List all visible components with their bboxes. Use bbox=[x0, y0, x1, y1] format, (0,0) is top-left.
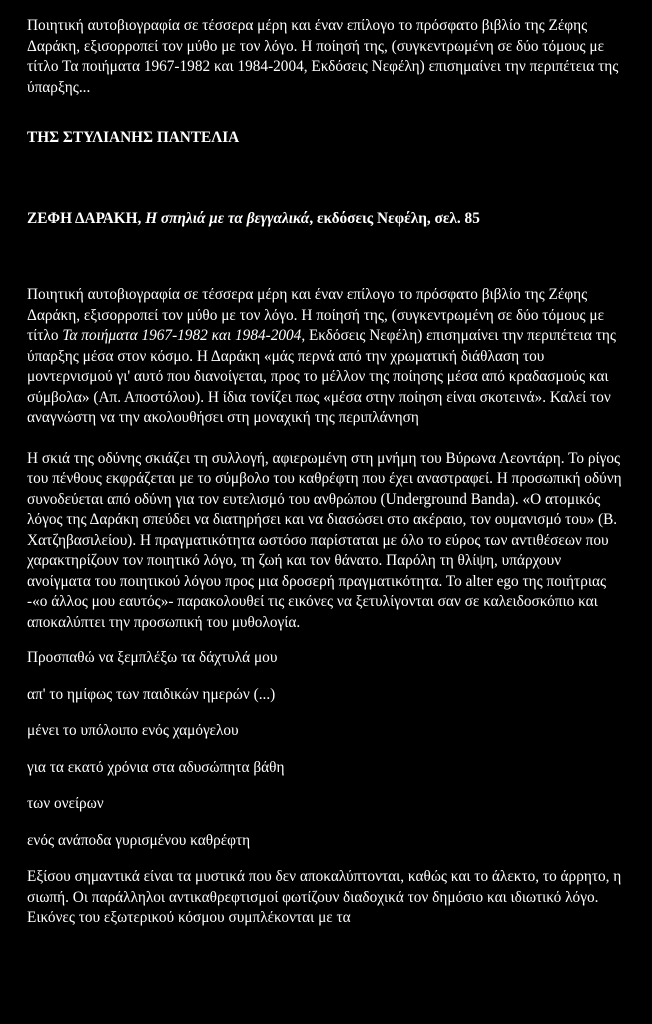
body-paragraph-1-part-b: , Εκδόσεις Νεφέλη) επισημαίνει την περιπέτεια της ύπαρξης μέσα στον κόσμο. Η Δαράκη «μάς περνά από την χρωματική διάθλαση του μοντερνισμού γι' αυτό που διανοίγεται, προς το μέλλον της ποίησης μέσα από κραδασμούς και σύμβολα» (Απ. Αποστόλου). Η ίδια τονίζει πως «μέσα στην ποίηση είναι σκοτεινά». Καλεί τον αναγνώστη να την ακολουθήσει στη μοναχική της περιπλάνηση bbox=[27, 327, 616, 426]
poem-line: ενός ανάποδα γυρισμένου καθρέφτη bbox=[27, 831, 251, 849]
article-author: ΤΗΣ ΣΤΥΛΙΑΝΗΣ ΠΑΝΤΕΛΙΑ bbox=[27, 129, 240, 146]
intro-paragraph: Ποιητική αυτοβιογραφία σε τέσσερα μέρη και έναν επίλογο το πρόσφατο βιβλίο της Ζέφης Δαράκη, εξισορροπεί τον μύθο με τον λόγο. Η ποίησή της, (συγκεντρωμένη σε δύο τόμους με τίτλο Τα ποιήματα 1967-1982 και 1984-2004, Εκδόσεις Νεφέλη) επισημαίνει την περιπέτεια της ύπαρξης... bbox=[27, 17, 619, 96]
poem-line: για τα εκατό χρόνια στα αδυσώπητα βάθη bbox=[27, 758, 285, 776]
book-author-name: ΖΕΦΗ ΔΑΡΑΚΗ, bbox=[27, 209, 146, 227]
poem-excerpt bbox=[27, 648, 627, 851]
body-paragraph-1 bbox=[27, 285, 627, 429]
body-paragraph-1-part-a: Ποιητική αυτοβιογραφία σε τέσσερα μέρη και έναν επίλογο το πρόσφατο βιβλίο της Ζέφης Δαράκη, εξισορροπεί τον μύθο με τον λόγο. Η ποίησή της, (συγκεντρωμένη σε δύο τόμους με τίτλο bbox=[27, 286, 605, 344]
book-publisher: , εκδόσεις Νεφέλη, σελ. 85 bbox=[309, 209, 480, 227]
poem-line: μένει το υπόλοιπο ενός χαμόγελου bbox=[27, 722, 239, 739]
poem-line: απ' το ημίφως των παιδικών ημερών (...) bbox=[27, 685, 276, 703]
book-heading bbox=[27, 209, 627, 230]
poem-line: των ονείρων bbox=[27, 795, 104, 812]
article-page bbox=[27, 16, 627, 929]
poem-line: Προσπαθώ να ξεμπλέξω τα δάχτυλά μου bbox=[27, 649, 278, 666]
body-paragraph-3: Εξίσου σημαντικά είναι τα μυστικά που δεν αποκαλύπτονται, καθώς και το άλεκτο, το άρρητο, η σιωπή. Οι παράλληλοι αντικαθρεφτισμοί φωτίζουν διαδοχικά τον δημόσιο και ιδιωτικό λόγο. Εικόνες του εξωτερικού κόσμου συμπλέκονται με τα bbox=[27, 868, 622, 926]
body-paragraph-2: Η σκιά της οδύνης σκιάζει τη συλλογή, αφιερωμένη στη μνήμη του Βύρωνα Λεοντάρη. Το ρίγος του πένθους εκφράζεται με το σύμβολο του καθρέφτη που έχει αναστραφεί. Η προσωπική οδύνη συνοδεύεται από οδύνη για τον ευτελισμό του ανθρώπου (Underground Banda). «Ο ατομικός λόγος της Δαράκη σπεύδει να διατηρήσει και να διασώσει στο ακέραιο, τον ουμανισμό του» (Β. Χατζηβασιλείου). Η πραγματικότητα ωστόσο παρίσταται με όλο το εύρος των αντιθέσεων που χαρακτηρίζουν τον ποιητικό λόγο, τη ζωή και τον θάνατο. Παρόλη τη θλίψη, υπάρχουν ανοίγματα του ποιητικού λόγου προς μια δροσερή πραγματικότητα. Το alter ego της ποιήτριας -«ο άλλος μου εαυτός»- παρακολουθεί τις εικόνες να ξετυλίγονται σαν σε καλειδοσκόπιο και αποκαλύπτει την προσωπική του μυθολογία. bbox=[27, 449, 622, 631]
collected-poems-title: Τα ποιήματα 1967-1982 και 1984-2004 bbox=[62, 327, 302, 344]
book-title: Η σπηλιά με τα βεγγαλικά bbox=[145, 209, 310, 227]
